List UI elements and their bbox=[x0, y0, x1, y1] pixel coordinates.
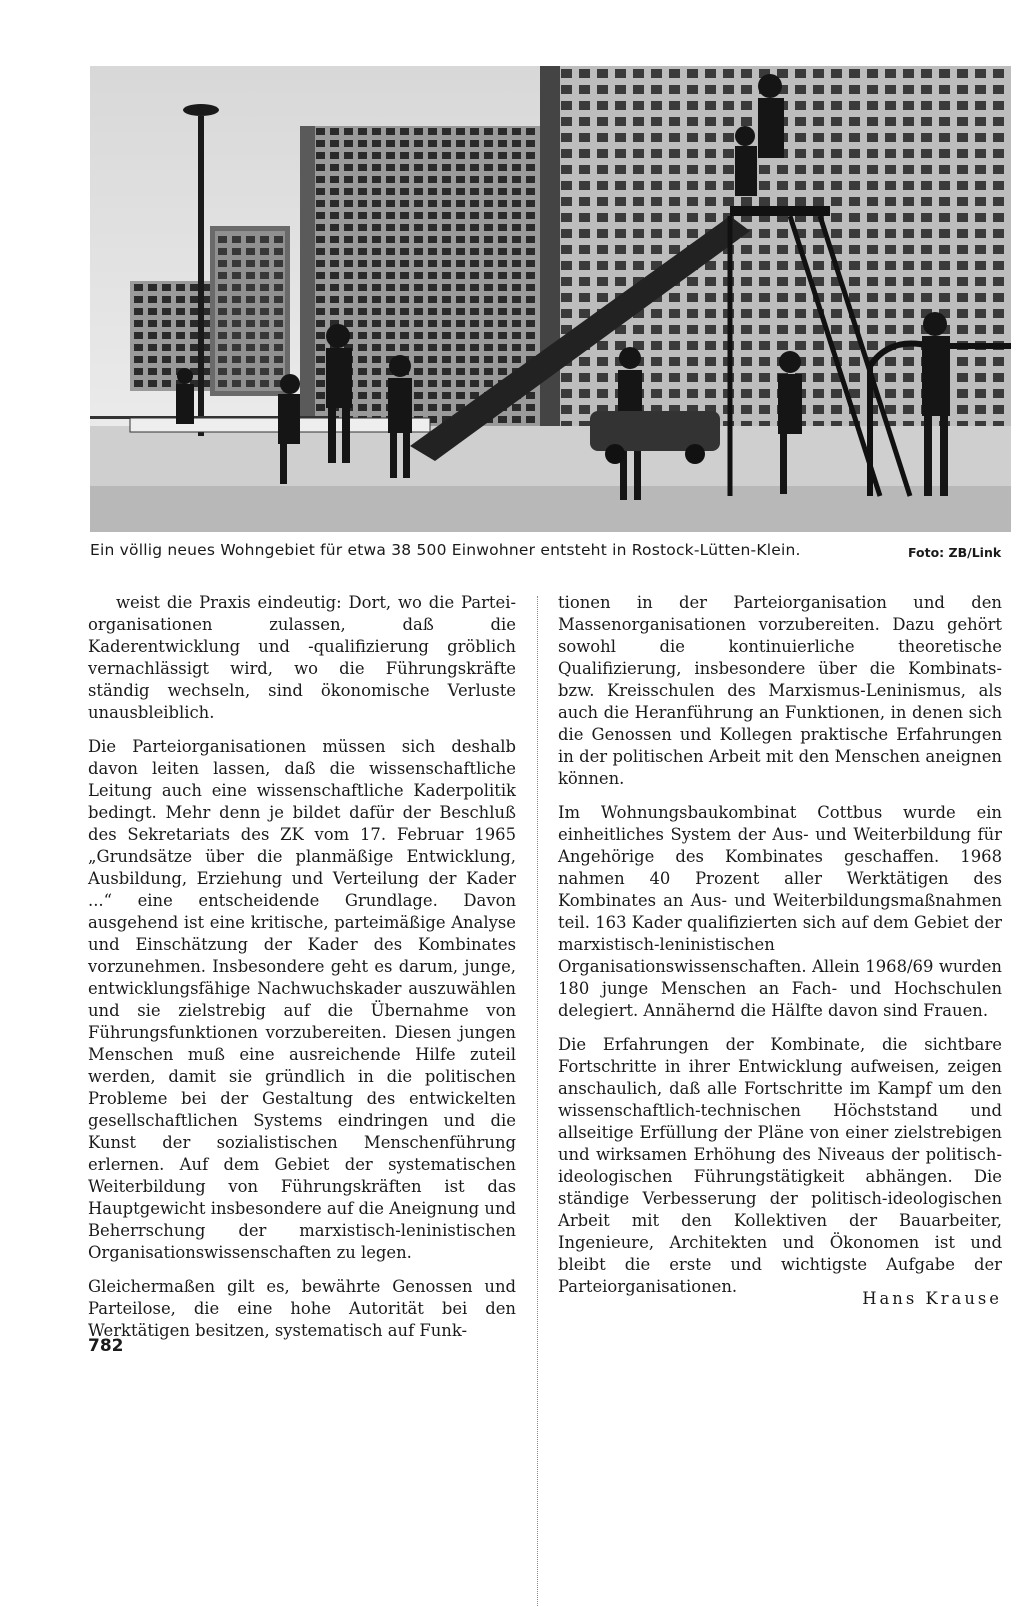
paragraph: Die Parteiorganisationen müssen sich deshalb davon leiten lassen, daß die wissenschaftliche Leitung auch eine wissenschaftliche Kaderpolitik bedingt. Mehr denn je bildet dafür der Beschluß des Sekretariats des ZK vom 17. Februar 1965 „Grundsätze über die planmäßige Entwicklung, Ausbildung, Erziehung und Verteilung der Kader ...“ eine entscheidende Grundlage. Davon ausgehend ist eine kritische, parteimäßige Analyse und Einschätzung der Kader des Kombinates vorzunehmen. Insbesondere geht es darum, junge, entwicklungsfähige Nachwuchskader auszuwählen und sie zielstrebig auf die Übernahme von Führungsfunktionen vorzubereiten. Diesen jungen Menschen muß eine ausreichende Hilfe zuteil werden, damit sie gründlich in die politischen Probleme bei der Gestaltung des entwickelten gesellschaftlichen Systems eindringen und die Kunst der sozialistischen Menschenführung erlernen. Auf dem Gebiet der systematischen Weiterbildung von Führungskräften ist das Hauptgewicht insbesondere auf die Aneignung und Beherrschung der marxistisch-leninistischen Organisationswissenschaften zu legen. bbox=[88, 737, 516, 1262]
paragraph: Die Erfahrungen der Kombinate, die sichtbare Fortschritte in ihrer Entwicklung aufweisen, zeigen anschaulich, daß alle Fortschritte im Kampf um den wissenschaftlich-technischen Höchststand und allseitige Erfüllung der Pläne von einer zielstrebigen und wirksamen Erhöhung des Niveaus der politisch-ideologischen Führungstätigkeit abhängen. Die ständige Verbesserung der politisch-ideologischen Arbeit mit den Kollektiven der Bauarbeiter, Ingenieure, Architekten und Ökonomen ist und bleibt die erste und wichtigste Aufgabe der Parteiorganisationen. bbox=[558, 1035, 1002, 1296]
column-divider bbox=[537, 596, 538, 1606]
page-number: 782 bbox=[88, 1336, 124, 1356]
paragraph: Im Wohnungsbaukombinat Cottbus wurde ein einheitliches System der Aus- und Weiterbildung für Angehörige des Kombinates geschaffen. 1968 nahmen 40 Prozent aller Werktätigen des Kombinates an Aus- und Weiterbildungsmaßnahmen teil. 163 Kader qualifizierten sich auf dem Gebiet der marxistisch-leninistischen Organisationswissenschaften. Allein 1968/69 wurden 180 junge Menschen an Fach- und Hochschulen delegiert. Annähernd die Hälfte davon sind Frauen. bbox=[558, 803, 1002, 1020]
right-text-column bbox=[558, 592, 1002, 1310]
photo-image bbox=[90, 66, 1011, 532]
left-text-column bbox=[88, 592, 516, 1354]
photo-housing-estate-playground bbox=[90, 66, 1011, 532]
paragraph: Gleichermaßen gilt es, bewährte Genossen und Parteilose, die eine hohe Autorität bei den Werktätigen besitzen, systematisch auf Funk- bbox=[88, 1277, 516, 1340]
author-signature: Hans Krause bbox=[862, 1289, 1002, 1308]
photo-credit: Foto: ZB/Link bbox=[908, 545, 1002, 560]
photo-caption: Ein völlig neues Wohngebiet für etwa 38 500 Einwohner entsteht in Rostock-Lütten-Klein. bbox=[90, 541, 801, 559]
paragraph: tionen in der Parteiorganisation und den Massenorganisationen vorzubereiten. Dazu gehört sowohl die kontinuierliche theoretische Qualifizierung, insbesondere über die Kombinats- bzw. Kreisschulen des Marxismus-Leninismus, als auch die Heranführung an Funktionen, in denen sich die Genossen und Kollegen praktische Erfahrungen in der politischen Arbeit mit den Menschen aneignen können. bbox=[558, 593, 1002, 788]
paragraph: weist die Praxis eindeutig: Dort, wo die Partei-organisationen zulassen, daß die Kaderentwicklung und -qualifizierung gröblich vernachlässigt wird, wo die Führungskräfte ständig wechseln, sind ökonomische Verluste unausbleiblich. bbox=[88, 593, 516, 722]
